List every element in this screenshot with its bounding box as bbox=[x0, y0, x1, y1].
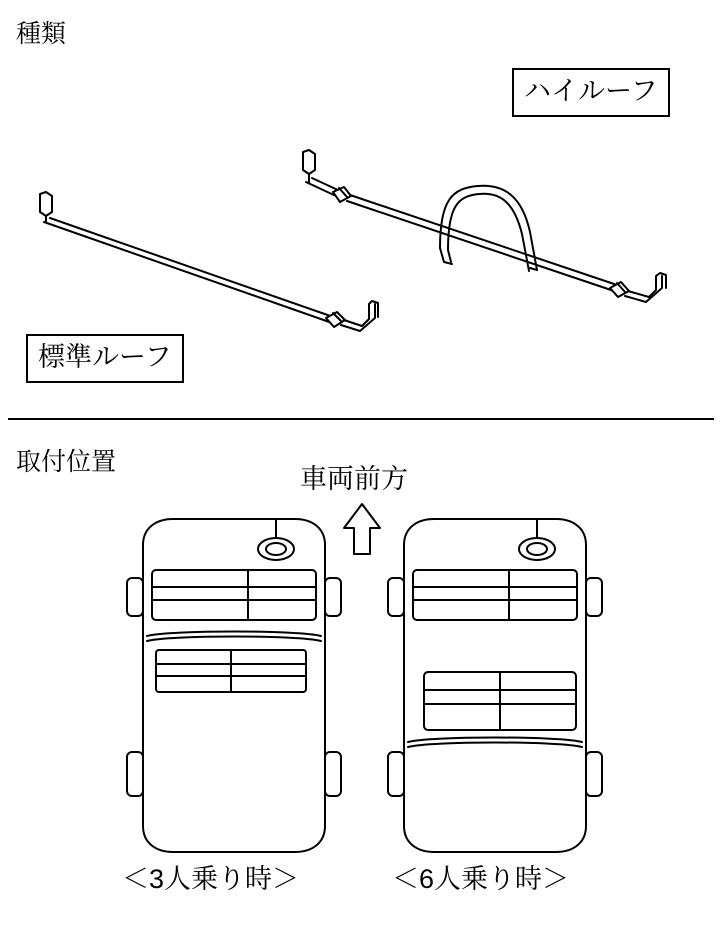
label-standard-roof: 標準ルーフ bbox=[26, 334, 184, 383]
caption-three-seat: ＜3人乗り時＞ bbox=[122, 864, 300, 894]
label-high-roof: ハイルーフ bbox=[512, 68, 670, 117]
front-direction-arrow bbox=[344, 504, 380, 554]
caption-six-seat: ＜6人乗り時＞ bbox=[392, 864, 570, 894]
vehicle-front-label: 車両前方 bbox=[300, 464, 408, 494]
section-heading-type: 種類 bbox=[16, 20, 67, 48]
section-heading-mounting-position: 取付位置 bbox=[16, 448, 117, 476]
